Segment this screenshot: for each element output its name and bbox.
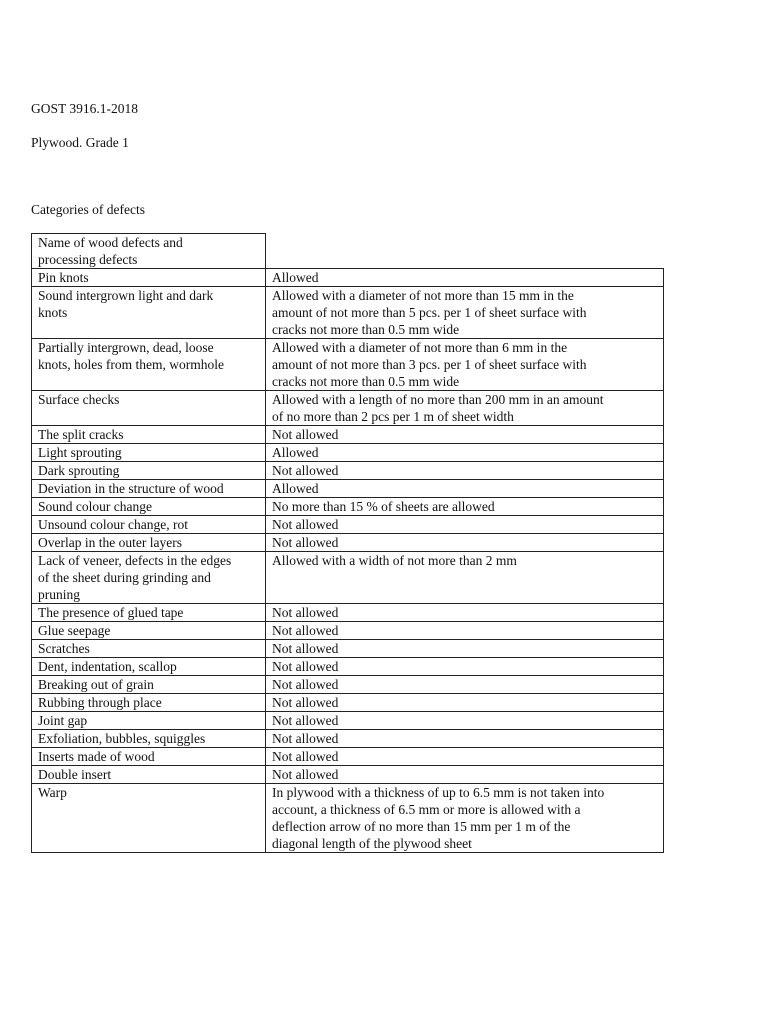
defects-table-body — [32, 234, 664, 853]
requirement-cell: Not allowed — [266, 516, 664, 534]
table-row — [32, 622, 664, 640]
requirement-cell: Not allowed — [266, 534, 664, 552]
table-row — [32, 712, 664, 730]
requirement-cell: Not allowed — [266, 766, 664, 784]
header-defect-name: Name of wood defects and processing defects — [32, 234, 266, 269]
requirement-cell: Allowed with a diameter of not more than 15 mm in the amount of not more than 5 pcs. per 1 of sheet surface with cracks not more than 0.5 mm wide — [266, 287, 664, 339]
table-row — [32, 748, 664, 766]
requirement-cell: Not allowed — [266, 462, 664, 480]
defect-name-cell: Partially intergrown, dead, loose knots, holes from them, wormhole — [32, 339, 266, 391]
defect-name-cell: Overlap in the outer layers — [32, 534, 266, 552]
defect-name-cell: Breaking out of grain — [32, 676, 266, 694]
defect-name-cell: Lack of veneer, defects in the edges of the sheet during grinding and pruning — [32, 552, 266, 604]
defect-name-cell: Rubbing through place — [32, 694, 266, 712]
requirement-cell: Allowed — [266, 269, 664, 287]
requirement-cell: Allowed — [266, 444, 664, 462]
defect-name-cell: Exfoliation, bubbles, squiggles — [32, 730, 266, 748]
requirement-cell: Not allowed — [266, 730, 664, 748]
table-row — [32, 426, 664, 444]
table-row — [32, 676, 664, 694]
defect-name-cell: The split cracks — [32, 426, 266, 444]
table-row — [32, 462, 664, 480]
requirement-cell: Allowed — [266, 480, 664, 498]
table-row — [32, 444, 664, 462]
table-row — [32, 658, 664, 676]
table-row — [32, 534, 664, 552]
table-row — [32, 604, 664, 622]
table-row — [32, 498, 664, 516]
document-subtitle: Plywood. Grade 1 — [31, 135, 129, 150]
defect-name-cell: Inserts made of wood — [32, 748, 266, 766]
requirement-cell: In plywood with a thickness of up to 6.5 mm is not taken into account, a thickness of 6.5 mm or more is allowed with a deflection arrow of no more than 15 mm per 1 m of the diagonal length of the plywood sheet — [266, 784, 664, 853]
table-row — [32, 269, 664, 287]
section-heading: Categories of defects — [31, 202, 145, 217]
defect-name-cell: Deviation in the structure of wood — [32, 480, 266, 498]
table-row — [32, 339, 664, 391]
document-code: GOST 3916.1-2018 — [31, 101, 139, 116]
defect-name-cell: Dark sprouting — [32, 462, 266, 480]
defect-name-cell: The presence of glued tape — [32, 604, 266, 622]
defect-name-cell: Pin knots — [32, 269, 266, 287]
defects-table — [31, 233, 664, 853]
requirement-cell: Not allowed — [266, 676, 664, 694]
defect-name-cell: Scratches — [32, 640, 266, 658]
defect-name-cell: Light sprouting — [32, 444, 266, 462]
table-row — [32, 391, 664, 426]
defect-name-cell: Sound intergrown light and dark knots — [32, 287, 266, 339]
requirement-cell: Not allowed — [266, 658, 664, 676]
requirement-cell: No more than 15 % of sheets are allowed — [266, 498, 664, 516]
requirement-cell: Not allowed — [266, 712, 664, 730]
requirement-cell: Allowed with a width of not more than 2 mm — [266, 552, 664, 604]
requirement-cell: Not allowed — [266, 748, 664, 766]
defect-name-cell: Sound colour change — [32, 498, 266, 516]
defect-name-cell: Warp — [32, 784, 266, 853]
requirement-cell: Not allowed — [266, 694, 664, 712]
defect-name-cell: Double insert — [32, 766, 266, 784]
table-row — [32, 730, 664, 748]
table-row — [32, 784, 664, 853]
requirement-cell: Not allowed — [266, 622, 664, 640]
requirement-cell: Not allowed — [266, 604, 664, 622]
defect-name-cell: Unsound colour change, rot — [32, 516, 266, 534]
table-header-row — [32, 234, 664, 269]
table-row — [32, 287, 664, 339]
requirement-cell: Not allowed — [266, 426, 664, 444]
table-row — [32, 552, 664, 604]
defect-name-cell: Dent, indentation, scallop — [32, 658, 266, 676]
defect-name-cell: Glue seepage — [32, 622, 266, 640]
table-row — [32, 480, 664, 498]
table-row — [32, 640, 664, 658]
defect-name-cell: Joint gap — [32, 712, 266, 730]
requirement-cell: Allowed with a length of no more than 200 mm in an amount of no more than 2 pcs per 1 m of sheet width — [266, 391, 664, 426]
requirement-cell: Not allowed — [266, 640, 664, 658]
table-row — [32, 516, 664, 534]
table-row — [32, 766, 664, 784]
header-blank-cell — [266, 234, 664, 269]
table-row — [32, 694, 664, 712]
defect-name-cell: Surface checks — [32, 391, 266, 426]
requirement-cell: Allowed with a diameter of not more than 6 mm in the amount of not more than 3 pcs. per 1 of sheet surface with cracks not more than 0.5 mm wide — [266, 339, 664, 391]
